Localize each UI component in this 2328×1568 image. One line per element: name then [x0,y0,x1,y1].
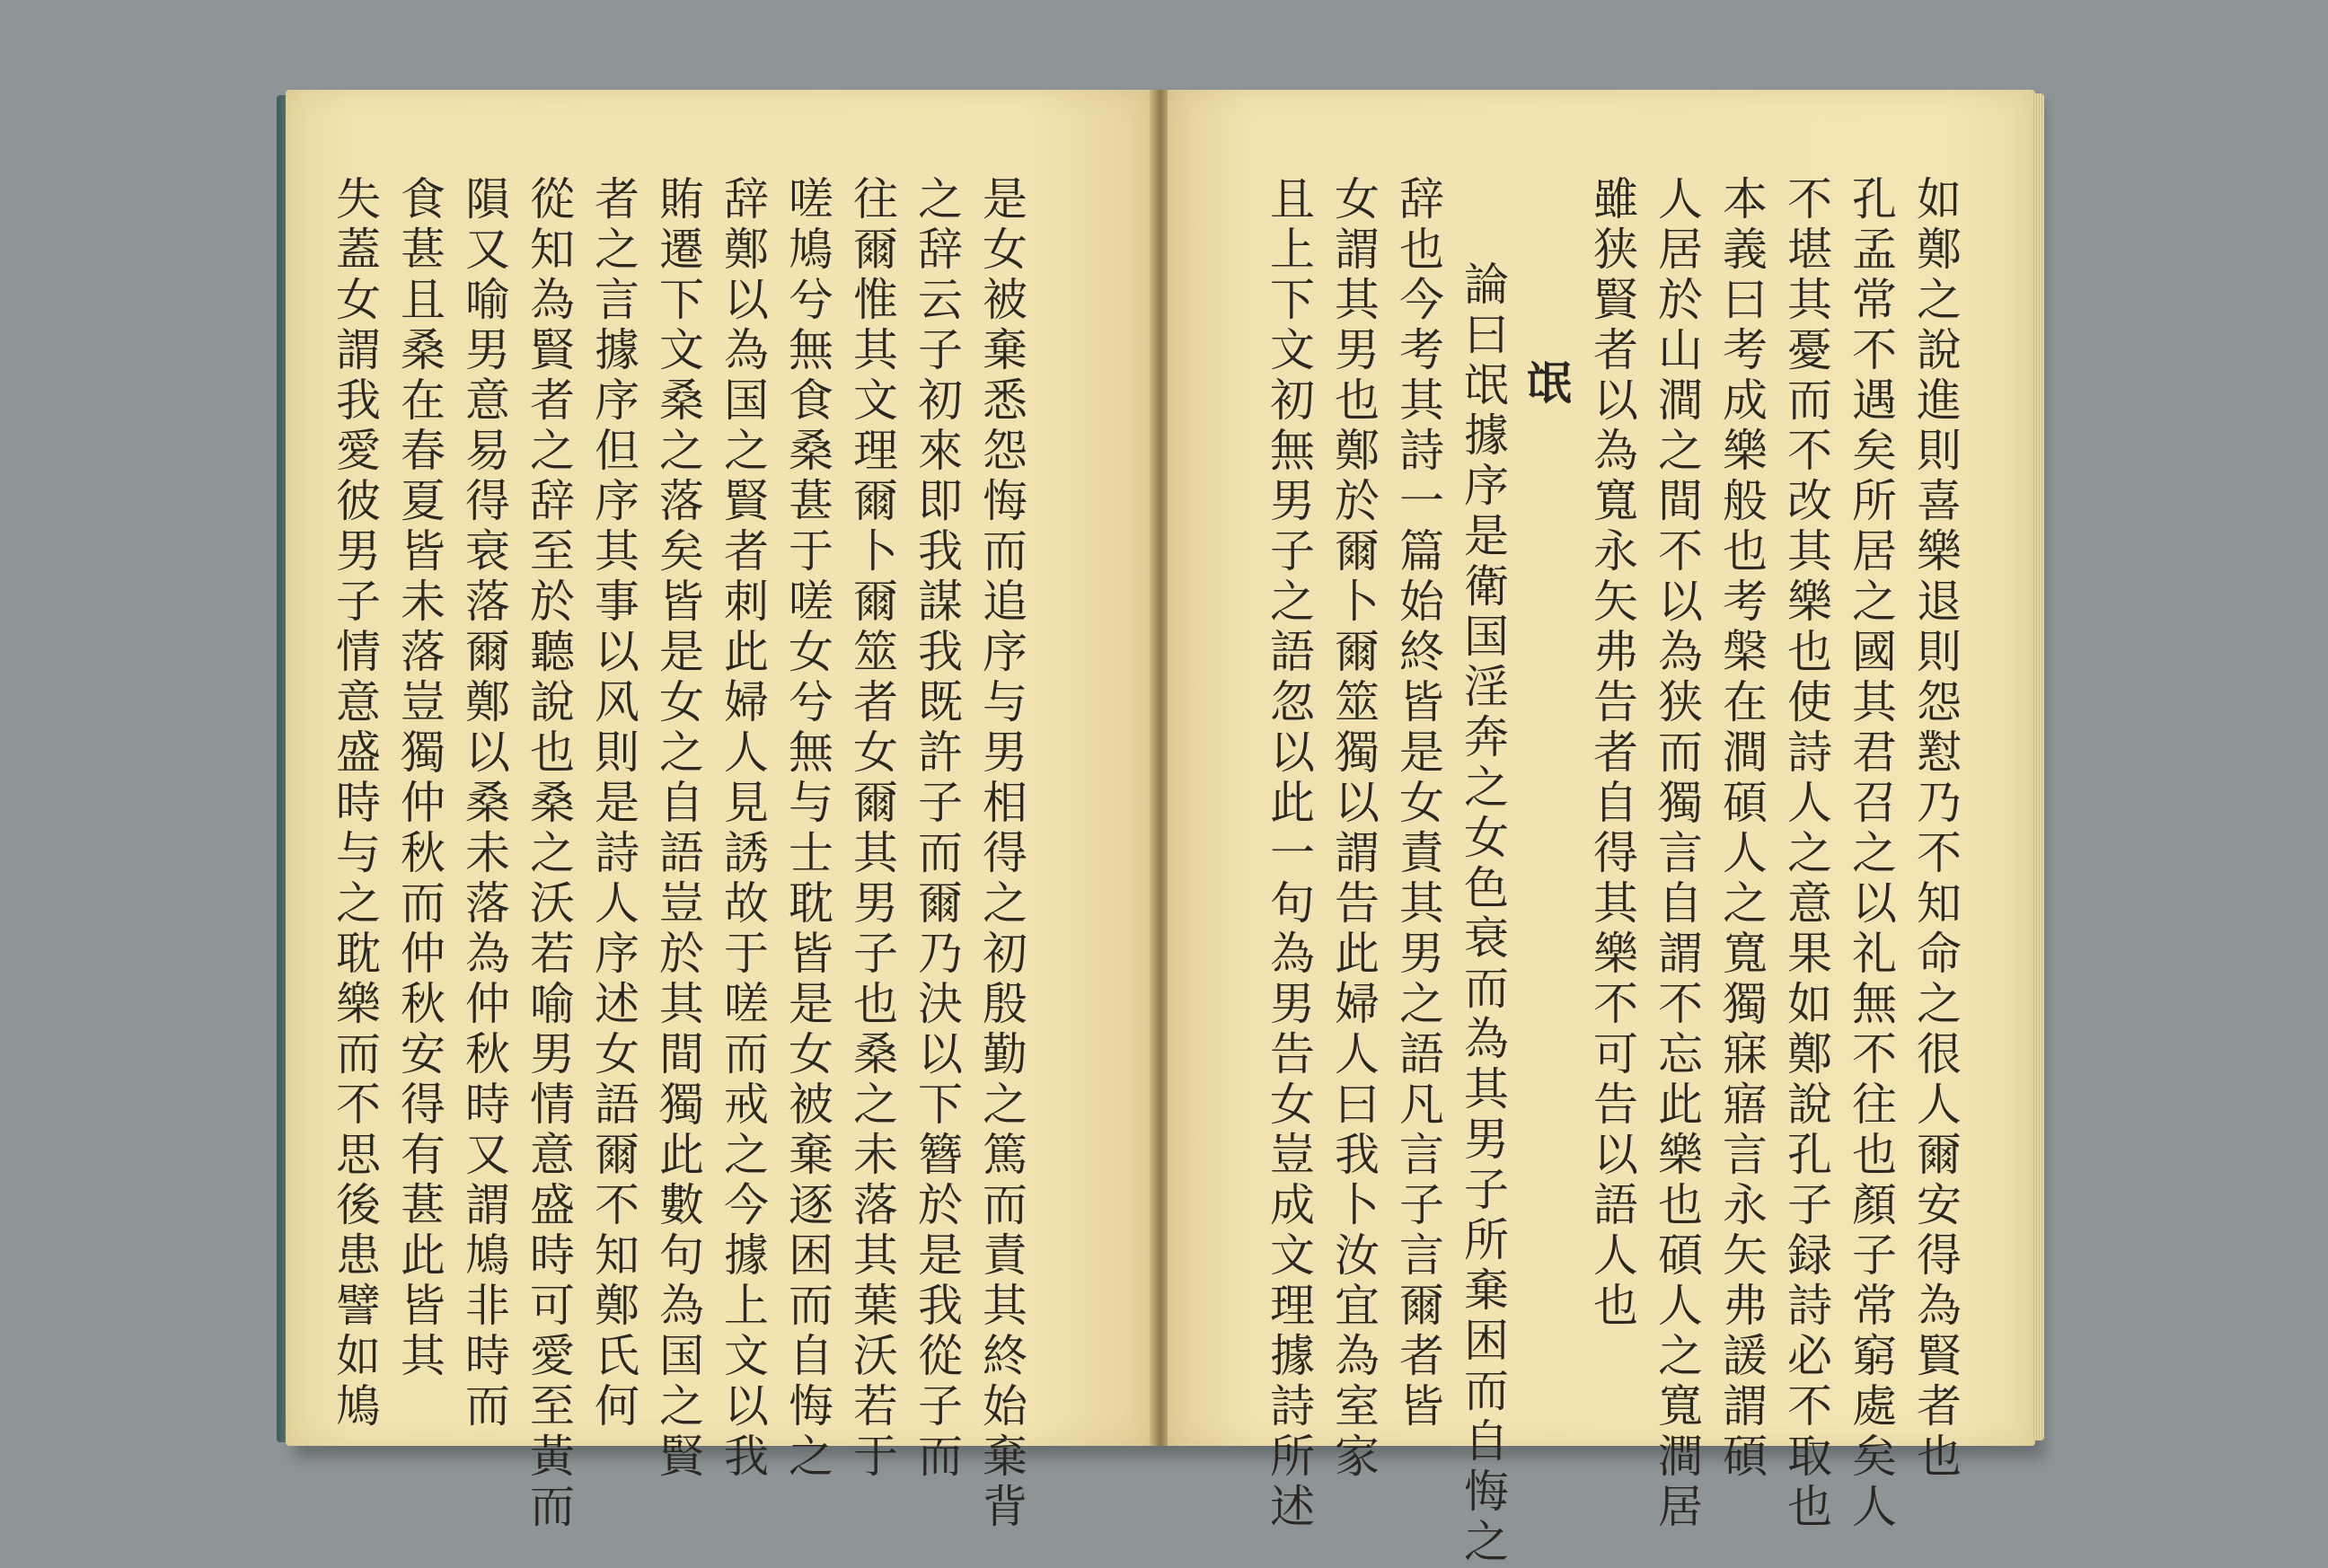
text-column: 論曰氓據序是衛国淫奔之女色衰而為其男子所棄困而自悔之 [1457,260,1509,1568]
text-column: 且上下文初無男子之語忽以此一句為男告女豈成文理據詩所述 [1263,175,1315,1533]
section-heading: 氓 [1520,359,1573,410]
text-column: 是女被棄悉怨悔而追序与男相得之初殷勤之篤而責其終始棄背 [975,175,1027,1533]
text-column: 往爾惟其文理爾卜爾筮者女爾其男子也桑之未落其葉沃若于 [846,175,898,1483]
text-column: 孔孟常不遇矣所居之國其君召之以礼無不往也顏子常窮處矣人 [1845,175,1897,1533]
text-column: 女謂其男也鄭於爾卜爾筮獨以謂告此婦人曰我卜汝宜為室家 [1327,175,1380,1483]
text-column: 隕又喻男意易得衰落爾鄭以桑未落為仲秋時又謂鳩非時而 [458,175,510,1432]
text-column: 雖狭賢者以為寬永矢弗告者自得其樂不可告以語人也 [1586,175,1638,1332]
right-page [1168,90,2035,1568]
open-book [286,90,2035,1568]
text-column: 賄遷下文桑之落矣皆是女之自語豈於其間獨此數句為国之賢 [652,175,704,1483]
text-column: 人居於山澗之間不以為狭而獨言自謂不忘此樂也碩人之寬澗居 [1651,175,1703,1533]
text-column: 如鄭之說進則喜樂退則怨懟乃不知命之很人爾安得為賢者也 [1909,175,1962,1483]
text-column: 嗟鳩兮無食桑葚于嗟女兮無与士耽皆是女被棄逐困而自悔之 [781,175,833,1483]
text-column: 不堪其憂而不改其樂也使詩人之意果如鄭說孔子録詩必不取也 [1780,175,1832,1533]
text-column: 辞也今考其詩一篇始終皆是女責其男之語凡言子言爾者皆 [1392,175,1444,1432]
left-page [286,90,1153,1533]
text-column: 者之言據序但序其事以风則是詩人序述女語爾不知鄭氏何 [587,175,639,1432]
text-column: 失蓋女謂我愛彼男子情意盛時与之耽樂而不思後患譬如鳩 [329,175,381,1432]
text-column: 本義曰考成樂般也考槃在澗碩人之寬獨寐寤言永矢弗諼謂碩 [1715,175,1768,1483]
text-column: 從知為賢者之辞至於聽說也桑之沃若喻男情意盛時可愛至黃而 [523,175,575,1533]
text-column: 辞鄭以為国之賢者刺此婦人見誘故于嗟而戒之今據上文以我 [717,175,769,1483]
text-column: 食葚且桑在春夏皆未落豈獨仲秋而仲秋安得有葚此皆其 [393,175,445,1382]
page-block-edge [2032,93,2044,1440]
text-column: 之辞云子初來即我謀我既許子而爾乃決以下簪於是我從子而 [911,175,963,1483]
